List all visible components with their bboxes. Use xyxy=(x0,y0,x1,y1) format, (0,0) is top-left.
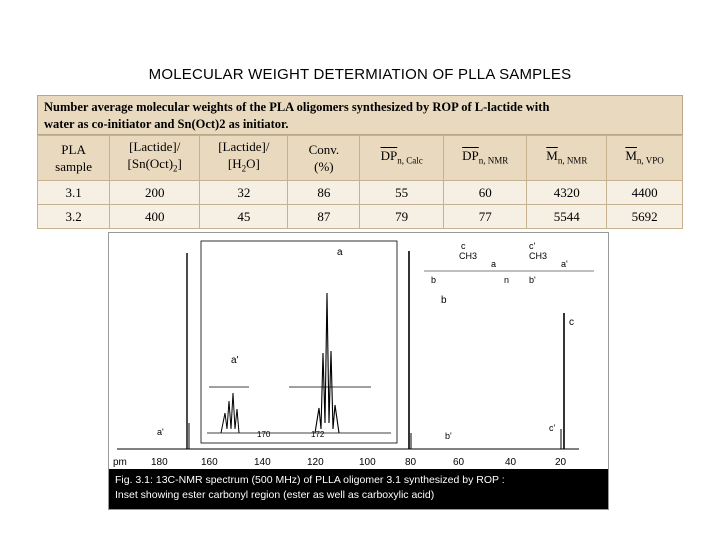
nmr-spectrum-figure xyxy=(108,232,609,510)
figure-caption-line-1: Fig. 3.1: 13C-NMR spectrum (500 MHz) of PLLA oligomer 3.1 synthesized by ROP : xyxy=(115,474,505,486)
header-dp-calc: $\overline{DP}_{n, Calc}$ xyxy=(360,136,444,181)
page-title: MOLECULAR WEIGHT DETERMIATION OF PLLA SAMPLES xyxy=(148,66,572,83)
peak-label-c: c xyxy=(569,317,574,328)
axis-tick-label: 120 xyxy=(307,457,324,468)
cell: 5692 xyxy=(607,205,683,229)
plla-structure xyxy=(424,241,594,285)
header-lactide-h2o: [Lactide]/ $[H_2O]$ xyxy=(200,136,288,181)
table-row xyxy=(38,205,683,229)
cell: 86 xyxy=(288,181,360,205)
inset-frame xyxy=(201,241,397,443)
axis-tick-label: 80 xyxy=(405,457,417,468)
struct-label-c: c xyxy=(461,241,466,251)
axis-tick-label: 160 xyxy=(201,457,218,468)
axis-tick-label: 140 xyxy=(254,457,271,468)
struct-label-n: n xyxy=(504,275,510,285)
struct-label-b: b xyxy=(431,275,437,285)
peak-label-a-prime-main: a' xyxy=(157,427,164,437)
cell: 3.2 xyxy=(38,205,110,229)
struct-label-a: a xyxy=(491,259,497,269)
header-pla-sample: PLA sample xyxy=(38,136,110,181)
axis-unit-label: pm xyxy=(113,457,127,468)
figure-caption-line-2: Inset showing ester carbonyl region (ester as well as carboxylic acid) xyxy=(115,489,435,501)
axis-tick-label: 20 xyxy=(555,457,567,468)
cell: 87 xyxy=(288,205,360,229)
header-lactide-snoct: [Lactide]/ $[Sn(Oct)_2]$ xyxy=(110,136,200,181)
table-caption xyxy=(37,95,683,135)
cell: 79 xyxy=(360,205,444,229)
figure-caption xyxy=(109,469,608,509)
header-dp-nmr: $\overline{DP}_{n, NMR}$ xyxy=(443,136,527,181)
axis-tick-label: 100 xyxy=(359,457,376,468)
cell: 32 xyxy=(200,181,288,205)
molecular-weight-table xyxy=(37,135,683,229)
struct-ch3-left: CH3 xyxy=(459,251,478,261)
cell: 4400 xyxy=(607,181,683,205)
table-row xyxy=(38,181,683,205)
header-conversion: Conv. (%) xyxy=(288,136,360,181)
cell: 400 xyxy=(110,205,200,229)
cell: 5544 xyxy=(527,205,607,229)
inset-tick-label: 170 xyxy=(257,430,271,439)
peak-label-c-prime: c' xyxy=(549,423,556,433)
cell: 3.1 xyxy=(38,181,110,205)
struct-label-a-prime: a' xyxy=(561,259,568,269)
cell: 55 xyxy=(360,181,444,205)
axis-tick-label: 180 xyxy=(151,457,168,468)
axis-tick-label: 40 xyxy=(505,457,517,468)
peak-label-b: b xyxy=(441,295,447,306)
cell: 77 xyxy=(443,205,527,229)
nmr-spectrum-plot xyxy=(109,233,608,471)
cell: 60 xyxy=(443,181,527,205)
struct-label-b-prime: b' xyxy=(529,275,536,285)
cell: 200 xyxy=(110,181,200,205)
caption-line-2: water as co-initiator and Sn(Oct)2 as initiator. xyxy=(44,117,289,131)
struct-ch3-right: CH3 xyxy=(529,251,548,261)
cell: 45 xyxy=(200,205,288,229)
cell: 4320 xyxy=(527,181,607,205)
header-mn-vpo: $\overline{M}_{n, VPO}$ xyxy=(607,136,683,181)
header-mn-nmr: $\overline{M}_{n, NMR}$ xyxy=(527,136,607,181)
struct-label-c-prime: c' xyxy=(529,241,536,251)
peak-label-a-prime: a' xyxy=(231,355,239,366)
caption-line-1: Number average molecular weights of the PLA oligomers synthesized by ROP of L-lactide with xyxy=(44,100,550,114)
table-header-row xyxy=(38,136,683,181)
axis-tick-label: 60 xyxy=(453,457,465,468)
inset-tick-label: 172 xyxy=(311,430,325,439)
peak-label-a: a xyxy=(337,247,343,258)
peak-label-b-prime: b' xyxy=(445,431,452,441)
